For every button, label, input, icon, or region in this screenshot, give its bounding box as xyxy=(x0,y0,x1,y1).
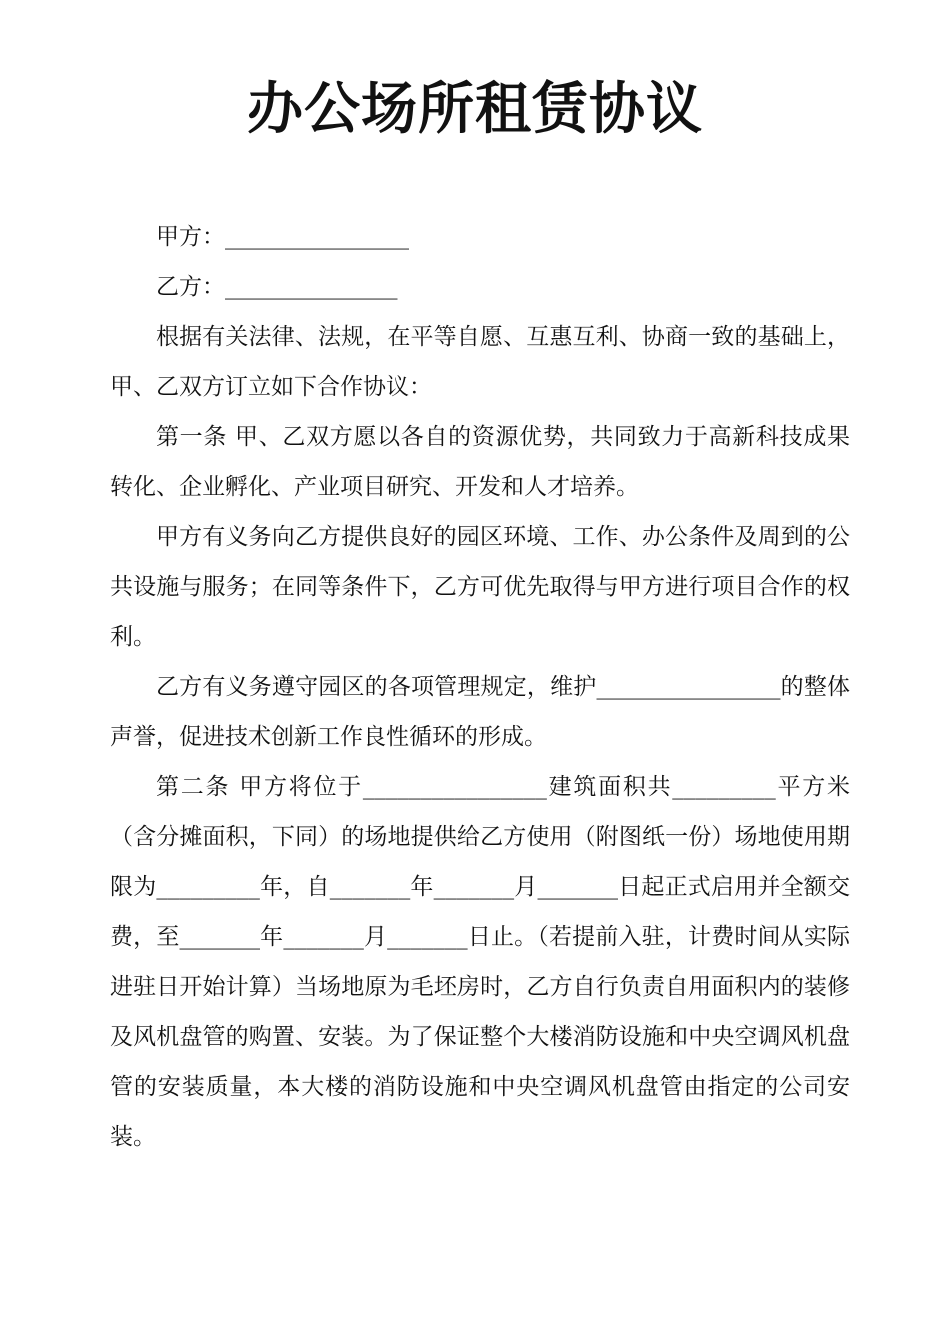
party-b-line: 乙方：_______________ xyxy=(156,274,398,300)
party-b-obligation-paragraph: 乙方有义务遵守园区的各项管理规定，维护________________的整体声誉，促进技术创新工作良性循环的形成。 xyxy=(110,674,850,750)
preamble-paragraph: 根据有关法律、法规，在平等自愿、互惠互利、协商一致的基础上，甲、乙双方订立如下合作协议： xyxy=(110,324,850,400)
article-2-paragraph: 第二条 甲方将位于________________建筑面积共_________平方米（含分摊面积，下同）的场地提供给乙方使用（附图纸一份）场地使用期限为_________年，自_______年_______月_______日起正式启用并全额交费，至_______年_______月_______日止。（若提前入驻，计费时间从实际进驻日开始计算）当场地原为毛坯房时，乙方自行负责自用面积内的装修及风机盘管的购置、安装。为了保证整个大楼消防设施和中央空调风机盘管的安装质量，本大楼的消防设施和中央空调风机盘管由指定的公司安装。 xyxy=(110,774,850,1150)
party-a-obligation-paragraph: 甲方有义务向乙方提供良好的园区环境、工作、办公条件及周到的公共设施与服务；在同等条件下，乙方可优先取得与甲方进行项目合作的权利。 xyxy=(110,524,850,650)
article-1-paragraph: 第一条 甲、乙双方愿以各自的资源优势，共同致力于高新科技成果转化、企业孵化、产业项目研究、开发和人才培养。 xyxy=(110,424,850,500)
document-body xyxy=(110,212,850,1162)
document-title: 办公场所租赁协议 xyxy=(247,77,703,142)
party-a-line: 甲方：________________ xyxy=(156,224,409,250)
